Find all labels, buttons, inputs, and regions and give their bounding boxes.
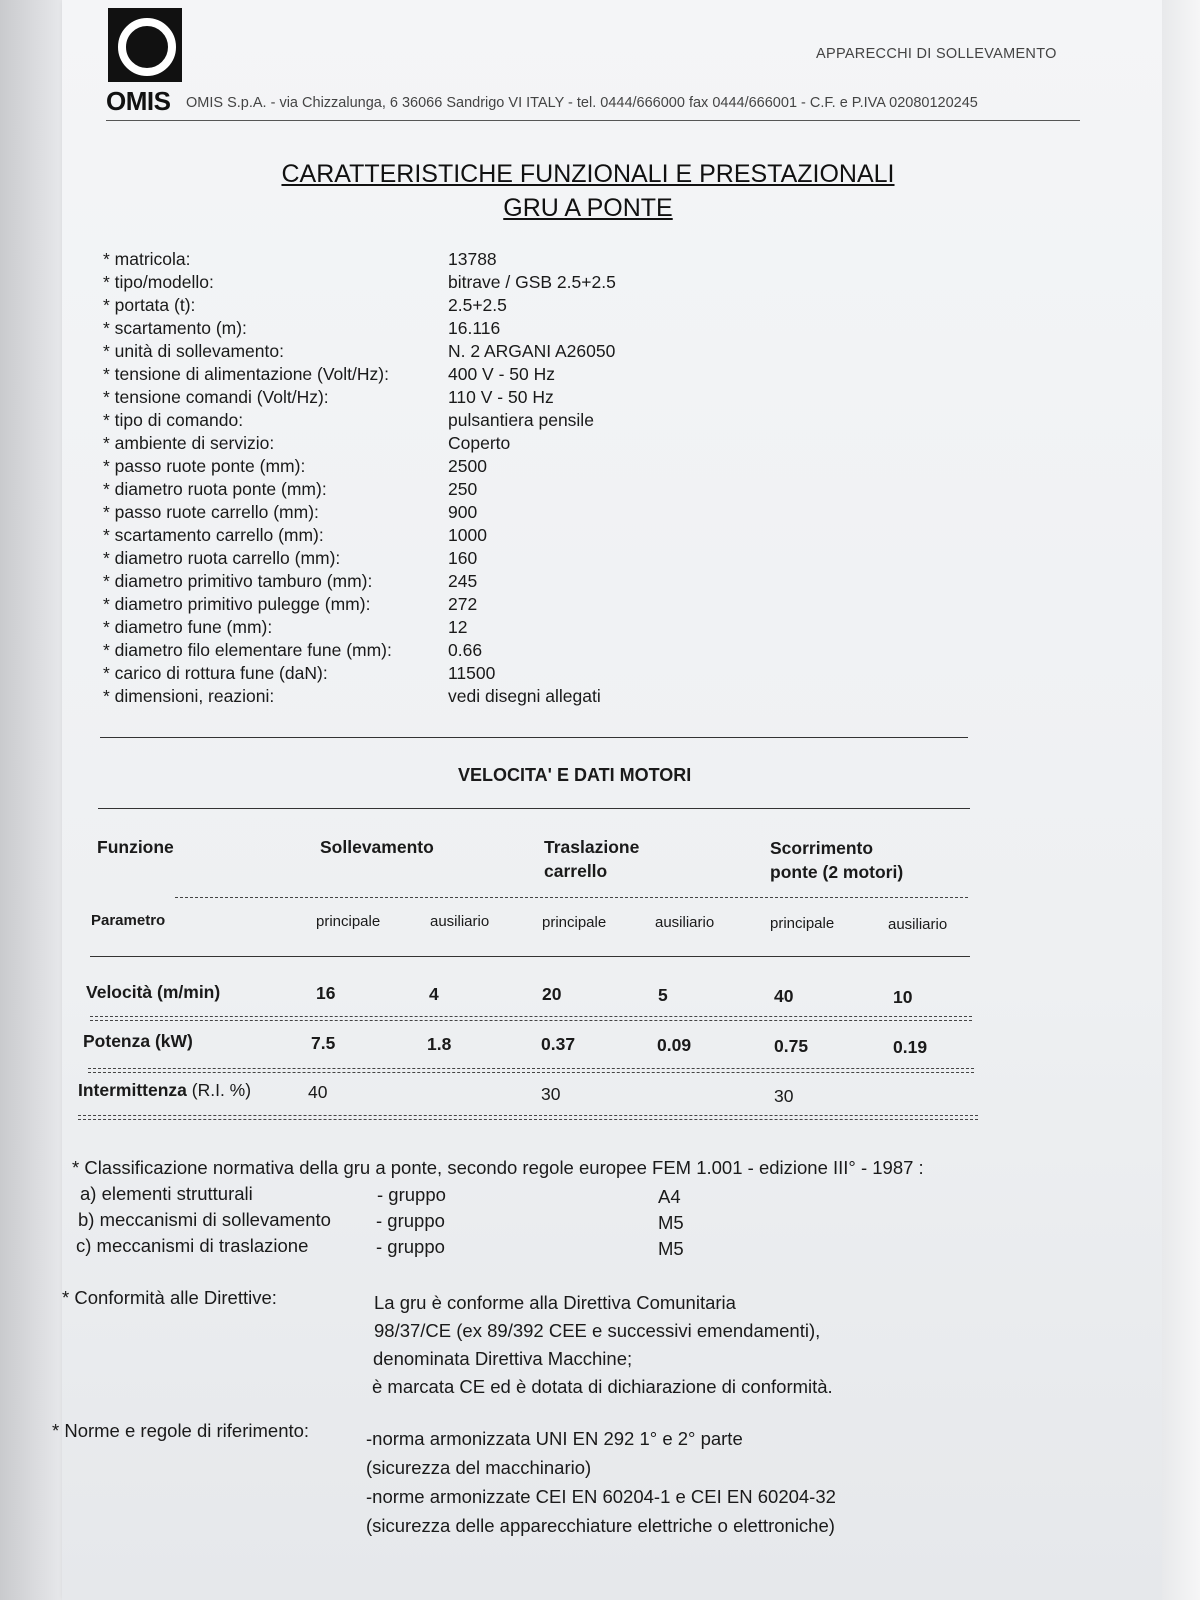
- spec-label: * matricola:: [103, 249, 191, 269]
- spec-label: * tensione comandi (Volt/Hz):: [103, 387, 329, 407]
- norms-line: -norma armonizzata UNI EN 292 1° e 2° parte: [366, 1428, 743, 1449]
- logo-text: OMIS: [106, 86, 171, 116]
- cell-value: 0.19: [893, 1037, 928, 1057]
- spec-label: * passo ruote carrello (mm):: [103, 502, 319, 522]
- intermittenza-label-unit: (R.I. %): [186, 1080, 252, 1100]
- spec-label: * ambiente di servizio:: [103, 433, 275, 453]
- spec-label: * scartamento carrello (mm):: [103, 525, 324, 545]
- header-dashed-rule: [175, 897, 968, 898]
- spec-value: 0.66: [448, 640, 483, 660]
- spec-label: * diametro primitivo pulegge (mm):: [103, 594, 371, 614]
- spec-value: 160: [448, 548, 478, 568]
- classification-label: b) meccanismi di sollevamento: [78, 1209, 331, 1230]
- sub-principale: principale: [542, 914, 607, 931]
- spec-value: bitrave / GSB 2.5+2.5: [448, 272, 616, 292]
- spec-label: * diametro primitivo tamburo (mm):: [103, 571, 373, 591]
- conformity-line: denominata Direttiva Macchine;: [373, 1348, 633, 1369]
- col-scorrimento: Scorrimento: [770, 838, 874, 858]
- page-shadow: [0, 0, 70, 1600]
- spec-label: * carico di rottura fune (daN):: [103, 663, 328, 683]
- row-dashed-rule: [88, 1072, 974, 1073]
- cell-value: 10: [893, 987, 913, 1007]
- norms-line: (sicurezza del macchinario): [366, 1457, 592, 1478]
- row-dashed-rule: [90, 1020, 972, 1021]
- spec-label: * tipo di comando:: [103, 410, 244, 430]
- spec-label: * diametro ruota ponte (mm):: [103, 479, 327, 499]
- table-bottom-dashed-rule: [78, 1115, 978, 1116]
- row-dashed-rule: [88, 1068, 974, 1069]
- intermittenza-label-bold: Intermittenza: [78, 1080, 187, 1100]
- cell-value: 7.5: [311, 1033, 336, 1053]
- spec-value: 16.116: [448, 318, 501, 338]
- cell-value: 16: [316, 983, 336, 1003]
- table-top-rule: [98, 808, 970, 809]
- omis-logo: [108, 8, 182, 82]
- classification-intro: * Classificazione normativa della gru a ponte, secondo regole europee FEM 1.001 - edizione III° - 1987 :: [72, 1157, 924, 1178]
- spec-label: * tensione di alimentazione (Volt/Hz):: [103, 364, 389, 384]
- cell-value: 40: [774, 986, 794, 1006]
- norms-line: (sicurezza delle apparecchiature elettriche o elettroniche): [366, 1515, 835, 1536]
- cell-value: 5: [658, 985, 668, 1005]
- spec-value: 2.5+2.5: [448, 295, 507, 315]
- col-traslazione-line2: carrello: [544, 861, 608, 881]
- spec-value: 245: [448, 571, 478, 591]
- col-scorrimento-line2: ponte (2 motori): [770, 862, 904, 882]
- spec-label: * tipo/modello:: [103, 272, 214, 292]
- cell-value: 1.8: [427, 1034, 452, 1054]
- table-bottom-dashed-rule: [78, 1119, 978, 1120]
- document-subtitle: GRU A PONTE: [503, 194, 673, 222]
- spec-label: * passo ruote ponte (mm):: [103, 456, 306, 476]
- logo-ring-icon: [118, 18, 176, 76]
- conformity-line: è marcata CE ed è dotata di dichiarazione di conformità.: [372, 1376, 833, 1397]
- spec-value: Coperto: [448, 433, 511, 453]
- col-sollevamento: Sollevamento: [320, 837, 434, 857]
- spec-value: pulsantiera pensile: [448, 410, 594, 430]
- row-potenza-label: Potenza (kW): [83, 1031, 193, 1051]
- col-traslazione: Traslazione: [544, 837, 640, 857]
- motors-section-title: VELOCITA' E DATI MOTORI: [458, 765, 692, 785]
- sub-principale: principale: [316, 913, 381, 930]
- col-funzione: Funzione: [97, 837, 174, 857]
- spec-value: 272: [448, 594, 478, 614]
- classification-label: c) meccanismi di traslazione: [76, 1235, 309, 1256]
- norms-label: * Norme e regole di riferimento:: [52, 1420, 310, 1441]
- spec-value: 250: [448, 479, 478, 499]
- spec-value: vedi disegni allegati: [448, 686, 601, 706]
- row-dashed-rule: [90, 1016, 972, 1017]
- sub-ausiliario: ausiliario: [655, 914, 715, 931]
- cell-value: 20: [542, 984, 562, 1004]
- section-divider: [100, 737, 968, 738]
- spec-label: * scartamento (m):: [103, 318, 247, 338]
- conformity-line: La gru è conforme alla Direttiva Comunitaria: [374, 1292, 736, 1313]
- conformity-line: 98/37/CE (ex 89/392 CEE e successivi emendamenti),: [374, 1320, 821, 1341]
- spec-value: 11500: [448, 663, 496, 683]
- param-label: Parametro: [91, 912, 166, 929]
- spec-label: * diametro fune (mm):: [103, 617, 273, 637]
- spec-value: N. 2 ARGANI A26050: [448, 341, 616, 361]
- cell-value: 30: [541, 1084, 561, 1104]
- classification-group: - gruppo: [376, 1236, 445, 1257]
- header-category: APPARECCHI DI SOLLEVAMENTO: [816, 46, 1057, 62]
- param-rule: [90, 956, 970, 957]
- classification-value: M5: [658, 1238, 684, 1259]
- spec-value: 400 V - 50 Hz: [448, 364, 555, 384]
- cell-value: 4: [429, 984, 439, 1004]
- cell-value: 0.75: [774, 1036, 809, 1056]
- spec-label: * dimensioni, reazioni:: [103, 686, 275, 706]
- document-title: CARATTERISTICHE FUNZIONALI E PRESTAZIONALI: [281, 160, 895, 188]
- row-velocita-label: Velocità (m/min): [86, 982, 221, 1002]
- norms-line: -norme armonizzate CEI EN 60204-1 e CEI EN 60204-32: [366, 1486, 836, 1507]
- spec-value: 1000: [448, 525, 487, 545]
- spec-label: * unità di sollevamento:: [103, 341, 284, 361]
- spec-value: 110 V - 50 Hz: [448, 387, 554, 407]
- classification-group: - gruppo: [376, 1210, 445, 1231]
- conformity-label: * Conformità alle Direttive:: [62, 1287, 277, 1308]
- cell-value: 40: [308, 1082, 328, 1102]
- spec-value: 900: [448, 502, 478, 522]
- cell-value: 0.37: [541, 1034, 576, 1054]
- row-intermittenza-label: [78, 1080, 251, 1101]
- header-divider: [106, 120, 1080, 121]
- spec-value: 12: [448, 617, 468, 637]
- underlying-page-edge: [1162, 0, 1200, 1600]
- spec-label: * diametro ruota carrello (mm):: [103, 548, 341, 568]
- spec-label: * portata (t):: [103, 295, 196, 315]
- cell-value: 30: [774, 1086, 794, 1106]
- classification-value: A4: [658, 1186, 681, 1207]
- sub-ausiliario: ausiliario: [430, 913, 490, 930]
- spec-label: * diametro filo elementare fune (mm):: [103, 640, 392, 660]
- classification-value: M5: [658, 1212, 684, 1233]
- cell-value: 0.09: [657, 1035, 692, 1055]
- spec-value: 13788: [448, 249, 497, 269]
- sub-ausiliario: ausiliario: [888, 916, 948, 933]
- spec-value: 2500: [448, 456, 487, 476]
- classification-label: a) elementi strutturali: [80, 1183, 253, 1204]
- classification-group: - gruppo: [377, 1184, 446, 1205]
- sub-principale: principale: [770, 915, 835, 932]
- header-address: OMIS S.p.A. - via Chizzalunga, 6 36066 Sandrigo VI ITALY - tel. 0444/666000 fax 0444/666001 - C.F. e P.IVA 02080120245: [186, 95, 978, 111]
